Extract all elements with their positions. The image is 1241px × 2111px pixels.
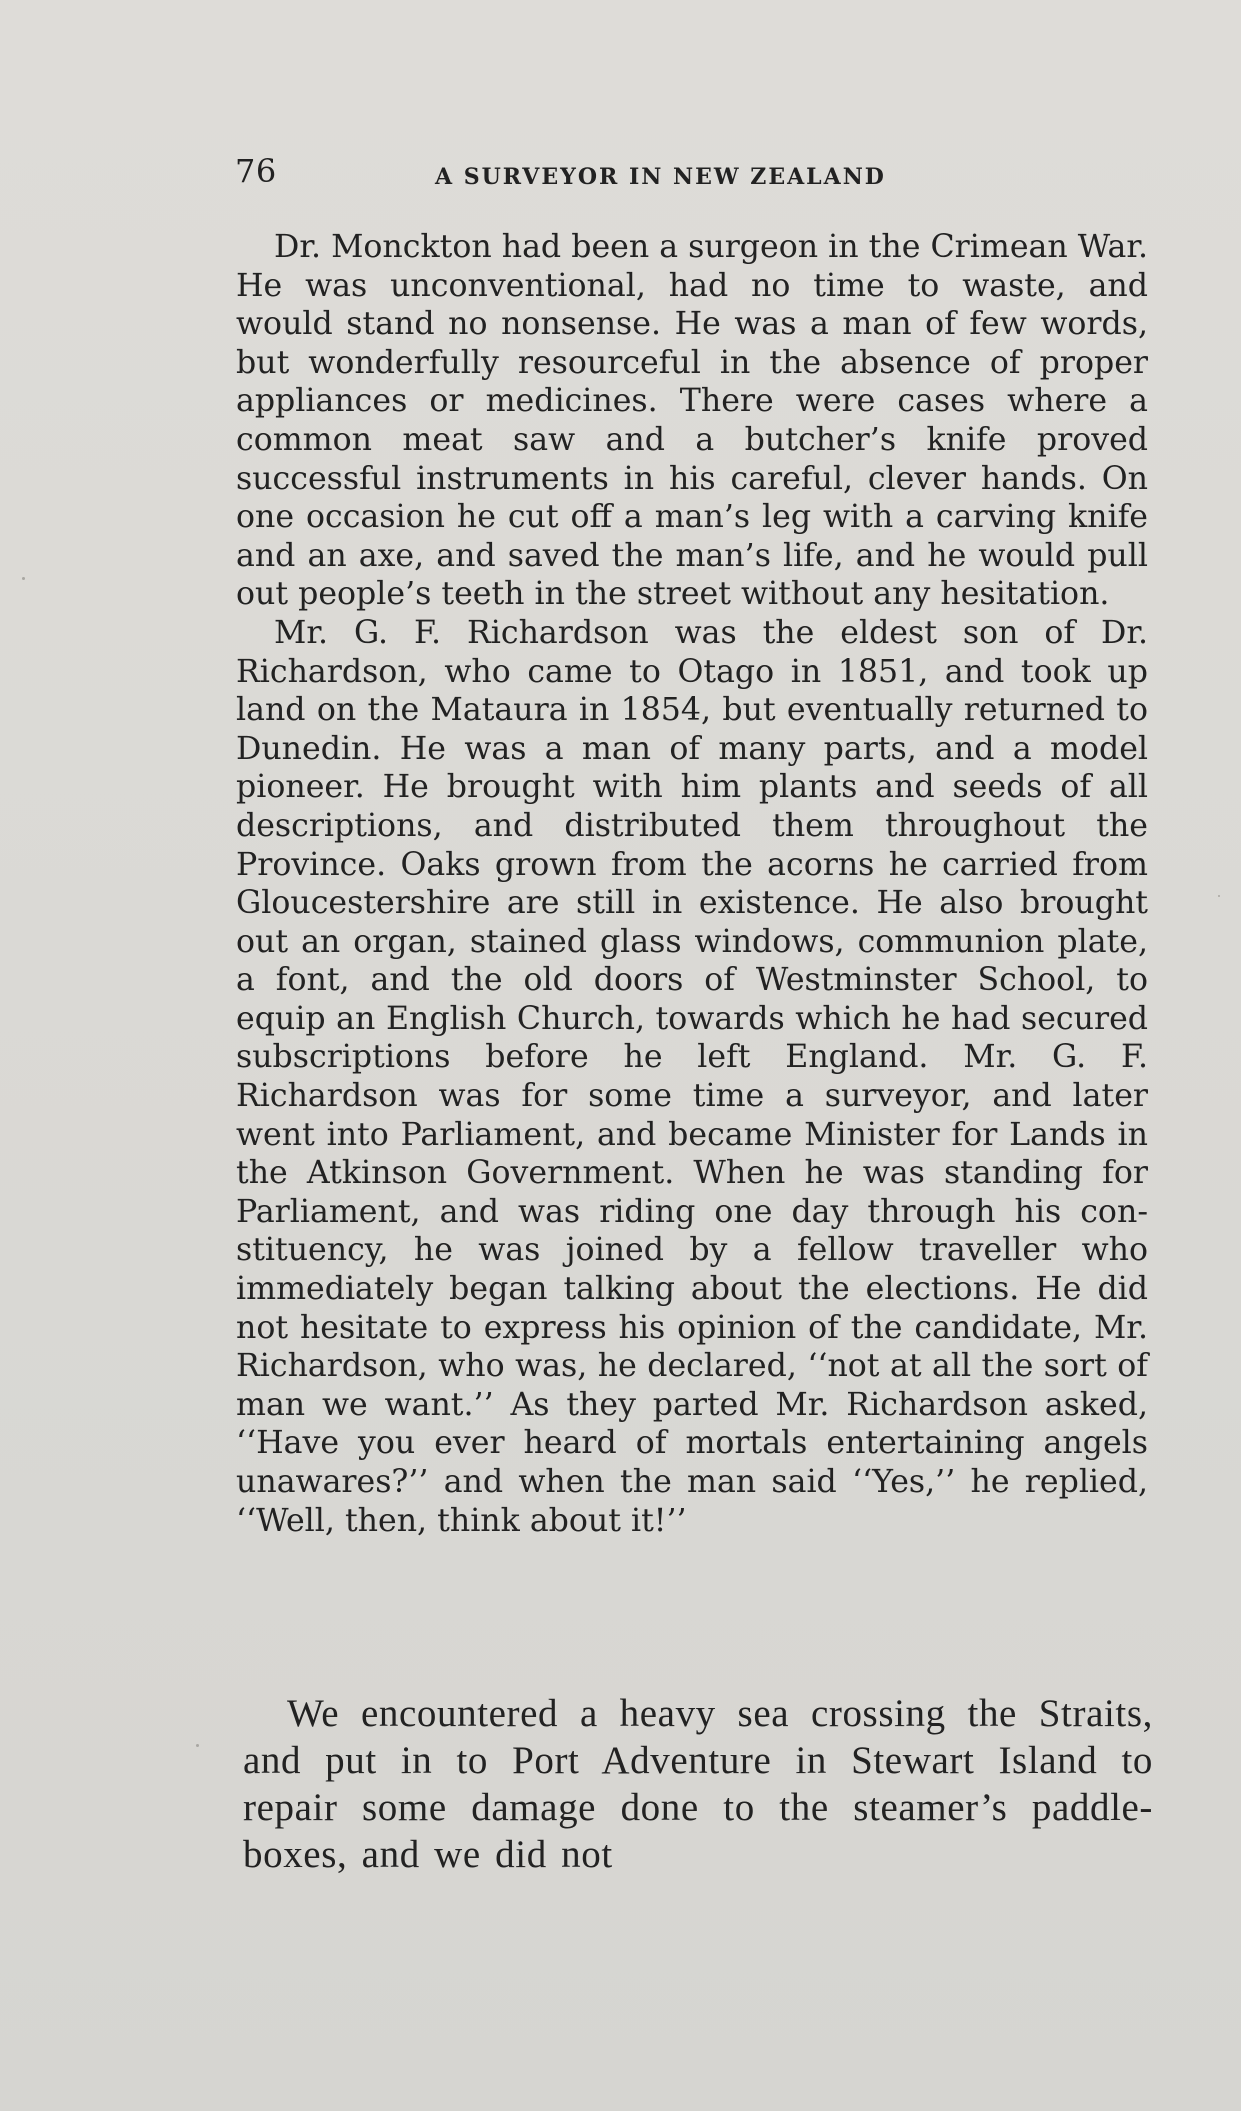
body-text: [236, 228, 1148, 1540]
page-number: 76: [235, 152, 277, 190]
paper-speck: [22, 577, 25, 580]
paragraph-richardson: Mr. G. F. Richardson was the eldest son of Dr. Richardson, who came to Otago in 1851, and took up land on the Mataura in 1854, but eventually returned to Dunedin. He was a man of many parts, and a model pioneer. He brought with him plants and seeds of all descriptions, and distributed them throughout the Province. Oaks grown from the acorns he carried from Gloucestershire are still in existence. He also brought out an organ, stained glass windows, communion plate, a font, and the old doors of Westminster School, to equip an English Church, towards which he had secured subscriptions before he left England. Mr. G. F. Richardson was for some time a surveyor, and later went into Parliament, and became Minister for Lands in the Atkinson Government. When he was standing for Parliament, and was riding one day through his constituency, he was joined by a fellow traveller who immediately began talking about the elections. He did not hesitate to express his opinion of the candidate, Mr. Richardson, who was, he declared, ‘‘not at all the sort of man we want.’’ As they parted Mr. Richardson asked, ‘‘Have you ever heard of mortals entertaining angels unawares?’’ and when the man said ‘‘Yes,’’ he replied, ‘‘Well, then, think about it!’’: [236, 614, 1148, 1539]
paper-speck: [1218, 895, 1220, 897]
closing-text: [243, 1690, 1153, 1878]
paragraph-straits: We encountered a heavy sea crossing the Straits, and put in to Port Adventure in Stewart Island to repair some damage done to the steamer’s paddle-boxes, and we did not: [243, 1692, 1153, 1876]
page-header: [235, 152, 1150, 196]
paragraph-monckton: Dr. Monckton had been a surgeon in the Crimean War. He was unconventional, had no time to waste, and would stand no nonsense. He was a man of few words, but wonderfully resourceful in the absence of proper appliances or medicines. There were cases where a common meat saw and a butcher’s knife proved successful instruments in his careful, clever hands. On one occasion he cut off a man’s leg with a carving knife and an axe, and saved the man’s life, and he would pull out people’s teeth in the street without any hesitation.: [236, 229, 1148, 613]
running-title: A SURVEYOR IN NEW ZEALAND: [435, 164, 886, 190]
paper-speck: [196, 1744, 199, 1747]
